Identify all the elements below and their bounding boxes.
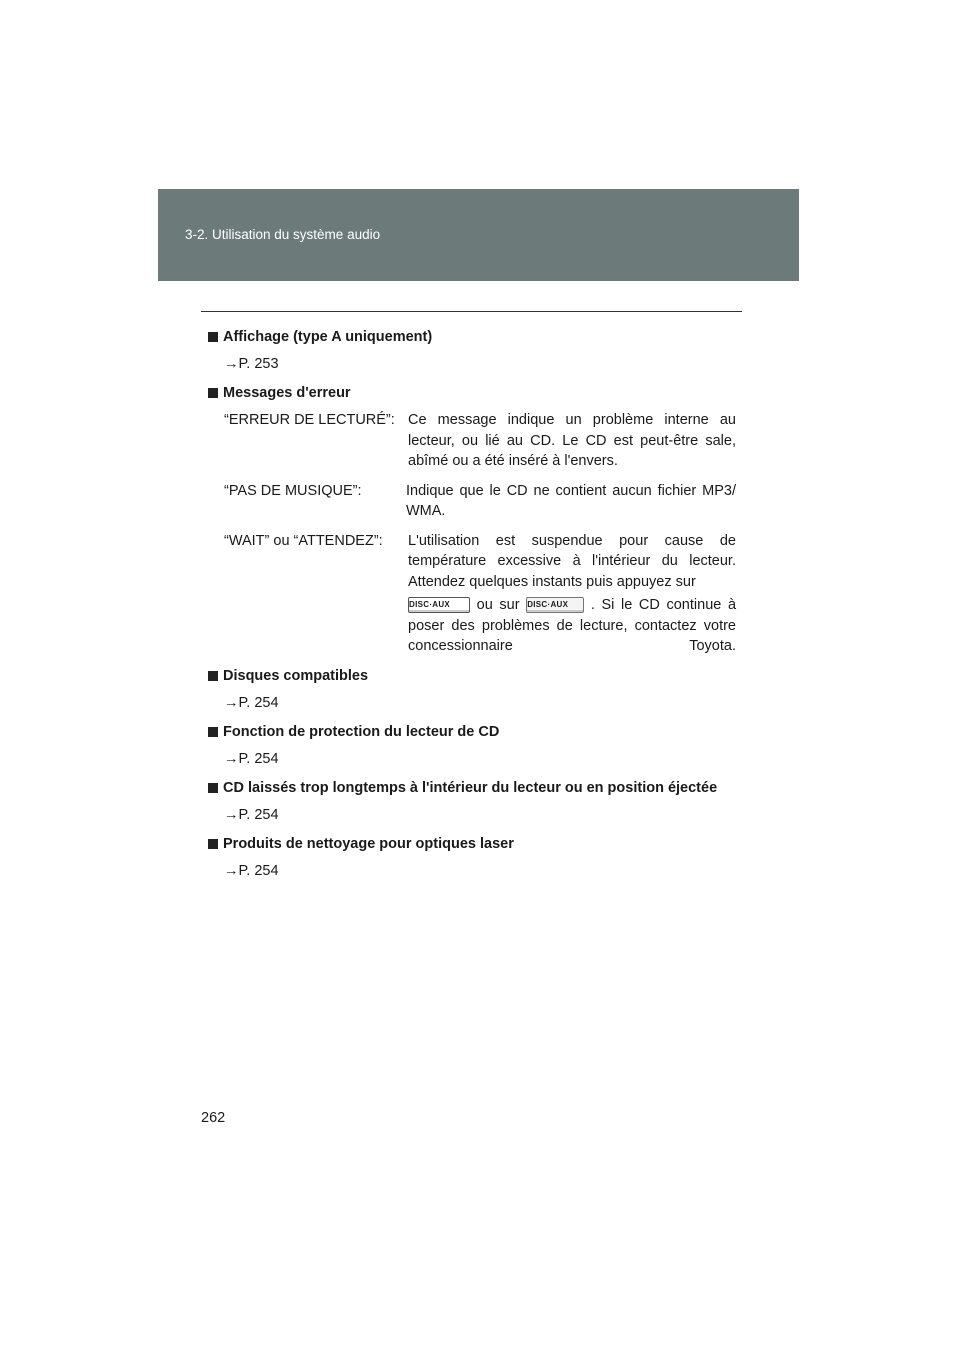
square-bullet-icon [208, 839, 218, 849]
heading-nettoyage: Produits de nettoyage pour optiques laser [208, 834, 736, 854]
message-description: Ce message indique un problème interne au lecteur, ou lié au CD. Le CD est peut-être sale, abîmé ou a été inséré à l'envers. [408, 412, 736, 469]
chapter-header [158, 189, 799, 281]
square-bullet-icon [208, 671, 218, 681]
top-rule [201, 311, 742, 312]
button-line: DISC·AUX ou sur DISC·AUX . Si le CD continue à poser des problèmes de lecture, contactez votre concessionnaire Toyota. [408, 597, 737, 654]
message-entry [224, 531, 736, 657]
page-reference[interactable]: →P. 253 [224, 356, 279, 372]
heading-protection: Fonction de protection du lecteur de CD [208, 722, 736, 742]
square-bullet-icon [208, 783, 218, 793]
page-reference[interactable]: →P. 254 [224, 806, 279, 823]
message-term: “PAS DE MUSIQUE”: [224, 482, 362, 499]
page-reference[interactable]: →P. 254 [224, 694, 279, 711]
square-bullet-icon [208, 727, 218, 737]
disc-aux-button: DISC·AUX [408, 597, 470, 613]
heading-affichage: Affichage (type A uniquement) [208, 327, 736, 347]
message-description: L'utilisation est suspendue pour cause de température excessive à l'intérieur du lecteur. Attendez quelques instants puis appuyez sur DISC·AUX ou sur DISC·AUX . Si le CD continue à poser des problèmes de lecture, contactez votre concessionnaire Toyota. [408, 531, 736, 657]
message-term: “ERREUR DE LECTURÉ”: [224, 412, 395, 428]
heading-cd-laisses: CD laissés trop longtemps à l'intérieur du lecteur ou en position éjectée [208, 778, 736, 798]
message-term: “WAIT” ou “ATTENDEZ”: [224, 532, 383, 549]
page-reference[interactable]: →P. 254 [224, 750, 279, 767]
message-entry [224, 410, 736, 472]
heading-messages: Messages d'erreur [208, 383, 736, 403]
heading-disques: Disques compatibles [208, 666, 736, 686]
section-title: 3-2. Utilisation du système audio [185, 227, 381, 242]
page-number: 262 [201, 1110, 226, 1126]
content [208, 327, 736, 890]
square-bullet-icon [208, 332, 218, 342]
message-description: Indique que le CD ne contient aucun fichier MP3/ WMA. [406, 482, 736, 519]
square-bullet-icon [208, 388, 218, 398]
message-entry [224, 481, 736, 522]
disc-aux-button-alt: DISC·AUX [526, 597, 584, 613]
page-reference[interactable]: →P. 254 [224, 862, 279, 879]
